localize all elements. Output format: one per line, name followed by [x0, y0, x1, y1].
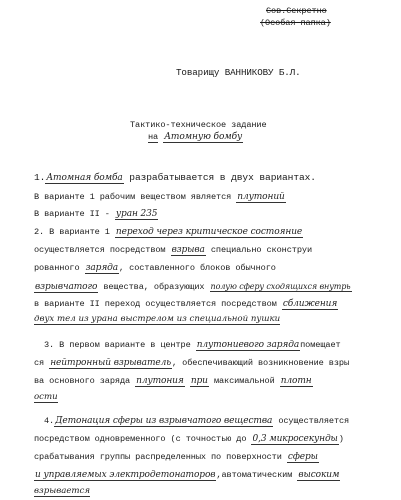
variant-2-handwritten: уран 235: [115, 209, 158, 219]
item-4-line-3-handwritten: сферы: [287, 452, 318, 462]
variant-1-text: В варианте 1 рабочим веществом является: [34, 192, 232, 202]
item-3-prefix: 3. В первом варианте в центре: [44, 340, 191, 350]
item-2-line-4: [34, 281, 352, 293]
item-3-line-2-handwritten: нейтронный взрыватель: [50, 358, 172, 368]
item-3-line-1: [44, 340, 341, 351]
item-2-line-1: [34, 227, 303, 238]
item-3-suffix: помещает: [300, 340, 341, 350]
classification-special-folder: (Особая папка): [260, 18, 331, 28]
variant-2-line: [34, 209, 158, 220]
item-3-line-2-text-end: , обеспечивающий возникновение взры: [172, 358, 350, 368]
item-3-line-3-text: ва основного заряда: [34, 376, 131, 386]
item-2-line-3-text: рованного: [34, 263, 80, 273]
item-2-line-4-handwritten: взрывчатого: [35, 282, 98, 292]
item-1-number: 1.: [34, 172, 46, 183]
variant-1-handwritten: плутоний: [237, 192, 285, 202]
item-3-line-3-handwritten-2: при: [190, 376, 208, 386]
item-2-line-2-handwritten: взрыва: [171, 245, 205, 255]
item-4-line-2-text: посредством одновременного (с точностью до: [34, 434, 247, 444]
item-1: [34, 172, 316, 184]
item-4-line-5-handwritten: взрывается: [34, 486, 91, 496]
item-1-text: разрабатывается в двух вариантах.: [129, 172, 316, 183]
item-3-line-3-text-end: максимальной: [213, 376, 275, 386]
item-2-line-5-text: в варианте II переход осуществляется посредством: [34, 299, 277, 309]
item-4-line-1: [44, 416, 349, 427]
item-2-prefix: 2. В варианте 1: [34, 227, 110, 237]
document-subtitle: [148, 132, 243, 143]
item-2-line-3-text-end: , составленного блоков обычного: [119, 263, 276, 273]
item-2-line-2-text: осуществляется посредством: [34, 245, 166, 255]
item-2-line-6-handwritten: двух тел из урана выстрелом из специальной пушки: [34, 314, 281, 324]
classification-secret: Сов.Секретно: [266, 6, 327, 16]
item-2-line-5: [34, 299, 338, 310]
item-4-line-3-text: срабатывания группы распределенных по поверхности: [34, 452, 282, 462]
item-3-line-3: [34, 376, 313, 387]
item-2-line-2: [34, 245, 312, 256]
item-2-line-4-handwritten-end: полую сферу сходящихся внутрь: [210, 282, 351, 291]
item-3-line-2-text: ся: [34, 358, 45, 368]
item-1-handwritten: Атомная бомба: [46, 173, 123, 183]
item-2-line-3-handwritten: заряда: [85, 263, 119, 273]
item-4-handwritten: Детонация сферы из взрывчатого вещества: [55, 416, 273, 426]
title-prefix: на: [148, 132, 159, 142]
item-2-line-5-handwritten: сближения: [282, 299, 338, 309]
item-3-line-3-handwritten-3: плотн: [280, 376, 312, 386]
item-4-prefix: 4.: [44, 416, 55, 426]
variant-2-text: В варианте II -: [34, 209, 110, 219]
document-title: Тактико-техническое задание: [130, 120, 267, 130]
item-4-suffix: осуществляется: [278, 416, 350, 426]
item-2-line-2-text-end: специально сконструи: [210, 245, 313, 255]
item-4-line-4-text: ,автоматическим: [216, 470, 293, 480]
item-3-line-2: [34, 358, 349, 369]
variant-1-line: [34, 192, 286, 203]
item-4-line-2: [34, 434, 344, 445]
addressee-line: Товарищу ВАННИКОВУ Б.Л.: [176, 67, 301, 78]
item-4-line-2-text-end: ): [338, 434, 344, 444]
title-handwritten: Атомную бомбу: [164, 132, 243, 142]
item-3-handwritten: плутониевого заряда: [196, 340, 300, 350]
item-4-line-3: [34, 452, 319, 463]
item-3-line-4-handwritten: ости: [34, 392, 58, 402]
item-2-handwritten: переход через критическое состояние: [115, 227, 303, 237]
item-4-line-4-handwritten: и управляемых электродетонаторов: [35, 470, 216, 480]
item-4-line-2-handwritten: 0,3 микросекунды: [252, 434, 338, 444]
item-4-line-4-handwritten-end: высоким: [298, 470, 340, 480]
item-2-line-4-text: вещества, образующих: [103, 282, 205, 292]
item-2-line-3: [34, 263, 276, 274]
item-4-line-4: [34, 470, 340, 481]
item-3-line-3-handwritten-1: плутония: [136, 376, 184, 386]
